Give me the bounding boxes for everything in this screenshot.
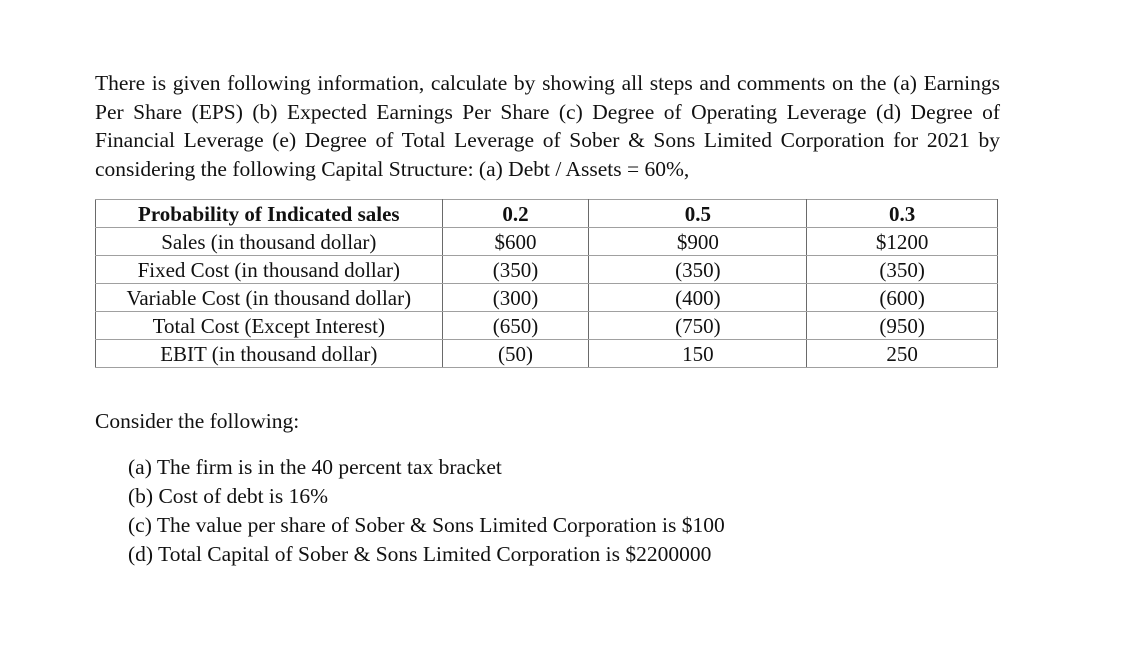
list-item: (c) The value per share of Sober & Sons Limited Corporation is $100 [128, 513, 725, 537]
header-cell-prob-1: 0.2 [442, 200, 589, 228]
table-row-fixed-cost [96, 256, 998, 284]
table-cell: Fixed Cost (in thousand dollar) [96, 256, 443, 284]
table-cell: (750) [589, 312, 807, 340]
table-cell: EBIT (in thousand dollar) [96, 340, 443, 368]
table-cell: (350) [442, 256, 589, 284]
table-cell: (300) [442, 284, 589, 312]
table-row-total-cost [96, 312, 998, 340]
table-header-row [96, 200, 998, 228]
table-cell: Total Cost (Except Interest) [96, 312, 443, 340]
list-item: (b) Cost of debt is 16% [128, 484, 329, 508]
header-cell-prob-3: 0.3 [807, 200, 998, 228]
header-cell-prob-2: 0.5 [589, 200, 807, 228]
table-cell: $1200 [807, 228, 998, 256]
table-cell: $600 [442, 228, 589, 256]
table-cell: (650) [442, 312, 589, 340]
table-cell: 250 [807, 340, 998, 368]
sales-probability-table [95, 199, 998, 368]
table-cell: (400) [589, 284, 807, 312]
table-cell: (350) [589, 256, 807, 284]
table-cell: (350) [807, 256, 998, 284]
list-item: (d) Total Capital of Sober & Sons Limited Corporation is $2200000 [128, 542, 712, 566]
table-cell: (950) [807, 312, 998, 340]
table-cell: Sales (in thousand dollar) [96, 228, 443, 256]
intro-paragraph: There is given following information, calculate by showing all steps and comments on the (a) Earnings Per Share (EPS) (b) Expected Earnings Per Share (c) Degree of Operating Leverage (d) Degree of Financial Leverage (e) Degree of Total Leverage of Sober & Sons Limited Corporation for 2021 by considering the following Capital Structure: (a) Debt / Assets = 60%, [95, 71, 1000, 181]
table-cell: $900 [589, 228, 807, 256]
table-row-ebit [96, 340, 998, 368]
table-cell: Variable Cost (in thousand dollar) [96, 284, 443, 312]
table-cell: (600) [807, 284, 998, 312]
table-row-variable-cost [96, 284, 998, 312]
consider-heading: Consider the following: [95, 409, 300, 433]
table-row-sales [96, 228, 998, 256]
list-item: (a) The firm is in the 40 percent tax bracket [128, 455, 502, 479]
header-cell-label: Probability of Indicated sales [96, 200, 443, 228]
conditions-list [128, 453, 725, 569]
table-cell: (50) [442, 340, 589, 368]
table-cell: 150 [589, 340, 807, 368]
